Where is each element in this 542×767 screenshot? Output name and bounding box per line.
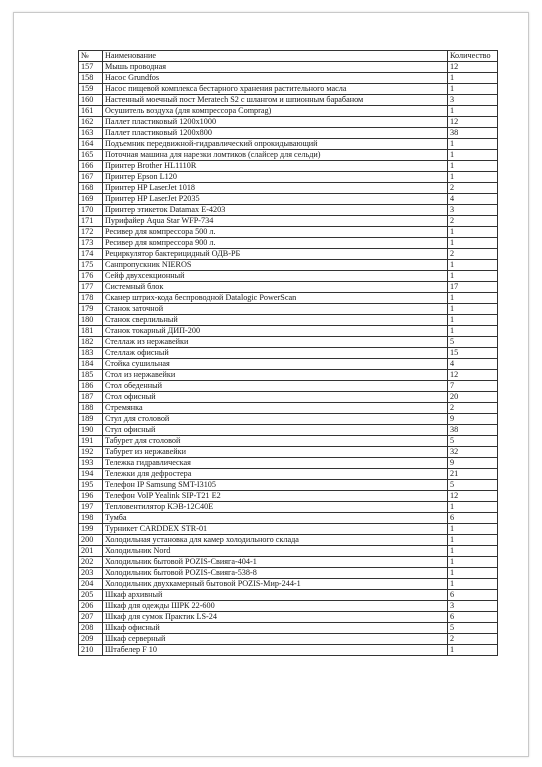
- row-number: 194: [79, 469, 103, 480]
- row-name: Осушитель воздуха (для компрессора Comprag): [103, 106, 448, 117]
- row-number: 179: [79, 304, 103, 315]
- row-number: 203: [79, 568, 103, 579]
- row-quantity: 38: [448, 425, 498, 436]
- row-number: 162: [79, 117, 103, 128]
- table-row: [79, 150, 498, 161]
- row-name: Стеллаж офисный: [103, 348, 448, 359]
- row-name: Мышь проводная: [103, 62, 448, 73]
- table-row: [79, 106, 498, 117]
- row-name: Шкаф архивный: [103, 590, 448, 601]
- row-number: 196: [79, 491, 103, 502]
- row-name: Системный блок: [103, 282, 448, 293]
- row-name: Поточная машина для нарезки ломтиков (слайсер для сельди): [103, 150, 448, 161]
- table-row: [79, 304, 498, 315]
- table-row: [79, 634, 498, 645]
- row-quantity: 2: [448, 249, 498, 260]
- table-row: [79, 392, 498, 403]
- row-name: Шкаф для сумок Практик LS-24: [103, 612, 448, 623]
- row-name: Санпропускник NIEROS: [103, 260, 448, 271]
- row-quantity: 1: [448, 645, 498, 656]
- table-row: [79, 524, 498, 535]
- table-row: [79, 282, 498, 293]
- row-number: 186: [79, 381, 103, 392]
- row-quantity: 12: [448, 117, 498, 128]
- row-number: 171: [79, 216, 103, 227]
- row-name: Холодильник бытовой POZIS-Свияга-404-1: [103, 557, 448, 568]
- row-quantity: 32: [448, 447, 498, 458]
- row-number: 182: [79, 337, 103, 348]
- table-row: [79, 546, 498, 557]
- row-name: Шкаф офисный: [103, 623, 448, 634]
- table-row: [79, 623, 498, 634]
- row-name: Стул для столовой: [103, 414, 448, 425]
- row-name: Принтер Brother HL1110R: [103, 161, 448, 172]
- row-quantity: 1: [448, 568, 498, 579]
- row-number: 201: [79, 546, 103, 557]
- table-row: [79, 425, 498, 436]
- row-name: Холодильная установка для камер холодильного склада: [103, 535, 448, 546]
- row-quantity: 12: [448, 370, 498, 381]
- table-row: [79, 348, 498, 359]
- row-quantity: 4: [448, 359, 498, 370]
- row-number: 180: [79, 315, 103, 326]
- row-name: Паллет пластиковый 1200х800: [103, 128, 448, 139]
- table-row: [79, 579, 498, 590]
- row-name: Пурифайер Aqua Star WFP-734: [103, 216, 448, 227]
- table-row: [79, 216, 498, 227]
- row-quantity: 1: [448, 502, 498, 513]
- table-row: [79, 128, 498, 139]
- row-name: Принтер HP LaserJet 1018: [103, 183, 448, 194]
- table-row: [79, 139, 498, 150]
- row-quantity: 6: [448, 513, 498, 524]
- row-quantity: 1: [448, 326, 498, 337]
- row-name: Шкаф для одежды ШРК 22-600: [103, 601, 448, 612]
- row-name: Подъемник передвижной-гидравлический опрокидывающий: [103, 139, 448, 150]
- row-number: 188: [79, 403, 103, 414]
- row-number: 191: [79, 436, 103, 447]
- table-row: [79, 227, 498, 238]
- row-name: Станок сверлильный: [103, 315, 448, 326]
- row-quantity: 21: [448, 469, 498, 480]
- row-number: 170: [79, 205, 103, 216]
- row-number: 157: [79, 62, 103, 73]
- row-name: Станок токарный ДИП-200: [103, 326, 448, 337]
- row-quantity: 1: [448, 150, 498, 161]
- row-quantity: 1: [448, 106, 498, 117]
- row-quantity: 1: [448, 524, 498, 535]
- row-quantity: 1: [448, 260, 498, 271]
- row-name: Тумба: [103, 513, 448, 524]
- table-row: [79, 293, 498, 304]
- row-number: 161: [79, 106, 103, 117]
- table-row: [79, 645, 498, 656]
- table-row: [79, 117, 498, 128]
- row-name: Рециркулятор бактерицидный ОДВ-РБ: [103, 249, 448, 260]
- row-quantity: 2: [448, 403, 498, 414]
- row-number: 176: [79, 271, 103, 282]
- row-quantity: 38: [448, 128, 498, 139]
- table-row: [79, 469, 498, 480]
- table-row: [79, 447, 498, 458]
- row-name: Стол из нержавейки: [103, 370, 448, 381]
- row-name: Станок заточной: [103, 304, 448, 315]
- row-name: Принтер этикеток Datamax E-4203: [103, 205, 448, 216]
- row-quantity: 1: [448, 315, 498, 326]
- row-number: 166: [79, 161, 103, 172]
- row-quantity: 1: [448, 546, 498, 557]
- row-quantity: 1: [448, 535, 498, 546]
- table-row: [79, 370, 498, 381]
- table-header-row: [79, 51, 498, 62]
- row-quantity: 12: [448, 62, 498, 73]
- row-quantity: 3: [448, 95, 498, 106]
- row-quantity: 7: [448, 381, 498, 392]
- row-quantity: 1: [448, 557, 498, 568]
- table-row: [79, 601, 498, 612]
- row-name: Принтер Epson L120: [103, 172, 448, 183]
- row-name: Сейф двухсекционный: [103, 271, 448, 282]
- row-number: 177: [79, 282, 103, 293]
- table-row: [79, 161, 498, 172]
- row-name: Стол офисный: [103, 392, 448, 403]
- row-name: Стойка сушильная: [103, 359, 448, 370]
- row-name: Штабелер F 10: [103, 645, 448, 656]
- table-row: [79, 183, 498, 194]
- row-quantity: 5: [448, 337, 498, 348]
- row-number: 190: [79, 425, 103, 436]
- row-number: 168: [79, 183, 103, 194]
- table-row: [79, 62, 498, 73]
- table-row: [79, 73, 498, 84]
- table-row: [79, 612, 498, 623]
- row-name: Ресивер для компрессора 900 л.: [103, 238, 448, 249]
- row-name: Телефон VoIP Yealink SIP-T21 E2: [103, 491, 448, 502]
- row-quantity: 5: [448, 436, 498, 447]
- row-number: 160: [79, 95, 103, 106]
- row-quantity: 6: [448, 590, 498, 601]
- table-row: [79, 238, 498, 249]
- table-row: [79, 403, 498, 414]
- row-number: 175: [79, 260, 103, 271]
- row-quantity: 17: [448, 282, 498, 293]
- row-number: 206: [79, 601, 103, 612]
- row-number: 209: [79, 634, 103, 645]
- row-number: 158: [79, 73, 103, 84]
- row-quantity: 20: [448, 392, 498, 403]
- row-number: 205: [79, 590, 103, 601]
- row-number: 200: [79, 535, 103, 546]
- row-name: Стол обеденный: [103, 381, 448, 392]
- table-row: [79, 590, 498, 601]
- row-name: Стремянка: [103, 403, 448, 414]
- row-quantity: 6: [448, 612, 498, 623]
- row-name: Холодильник Nord: [103, 546, 448, 557]
- row-name: Телефон IP Samsung SMT-I3105: [103, 480, 448, 491]
- row-quantity: 4: [448, 194, 498, 205]
- row-number: 192: [79, 447, 103, 458]
- table-row: [79, 205, 498, 216]
- row-number: 184: [79, 359, 103, 370]
- row-name: Стул офисный: [103, 425, 448, 436]
- row-name: Табурет для столовой: [103, 436, 448, 447]
- table-row: [79, 491, 498, 502]
- row-quantity: 1: [448, 304, 498, 315]
- row-number: 208: [79, 623, 103, 634]
- table-row: [79, 359, 498, 370]
- row-quantity: 1: [448, 238, 498, 249]
- row-quantity: 1: [448, 84, 498, 95]
- row-quantity: 1: [448, 172, 498, 183]
- row-number: 169: [79, 194, 103, 205]
- row-quantity: 1: [448, 227, 498, 238]
- row-quantity: 1: [448, 139, 498, 150]
- row-number: 178: [79, 293, 103, 304]
- row-name: Шкаф серверный: [103, 634, 448, 645]
- row-number: 172: [79, 227, 103, 238]
- table-row: [79, 271, 498, 282]
- row-quantity: 1: [448, 579, 498, 590]
- table-row: [79, 436, 498, 447]
- row-number: 197: [79, 502, 103, 513]
- table-row: [79, 535, 498, 546]
- table-row: [79, 414, 498, 425]
- table-row: [79, 84, 498, 95]
- row-number: 164: [79, 139, 103, 150]
- row-name: Тепловентилятор КЭВ-12С40Е: [103, 502, 448, 513]
- row-name: Холодильник двухкамерный бытовой POZIS-Мир-244-1: [103, 579, 448, 590]
- row-name: Холодильник бытовой POZIS-Свияга-538-8: [103, 568, 448, 579]
- row-number: 202: [79, 557, 103, 568]
- row-number: 210: [79, 645, 103, 656]
- row-quantity: 2: [448, 216, 498, 227]
- table-row: [79, 194, 498, 205]
- row-quantity: 5: [448, 623, 498, 634]
- row-number: 195: [79, 480, 103, 491]
- table-row: [79, 502, 498, 513]
- table-row: [79, 480, 498, 491]
- row-number: 204: [79, 579, 103, 590]
- row-number: 159: [79, 84, 103, 95]
- table-row: [79, 260, 498, 271]
- row-quantity: 9: [448, 458, 498, 469]
- row-number: 189: [79, 414, 103, 425]
- table-row: [79, 315, 498, 326]
- inventory-table: [78, 50, 498, 656]
- row-name: Ресивер для компрессора 500 л.: [103, 227, 448, 238]
- table-row: [79, 381, 498, 392]
- row-name: Стеллаж из нержавейки: [103, 337, 448, 348]
- table-row: [79, 458, 498, 469]
- row-name: Турникет CARDDEX STR-01: [103, 524, 448, 535]
- header-quantity: Количество: [448, 51, 498, 62]
- row-quantity: 1: [448, 161, 498, 172]
- row-name: Табурет из нержавейки: [103, 447, 448, 458]
- row-name: Тележка гидравлическая: [103, 458, 448, 469]
- row-quantity: 1: [448, 271, 498, 282]
- row-number: 174: [79, 249, 103, 260]
- row-number: 173: [79, 238, 103, 249]
- row-quantity: 3: [448, 601, 498, 612]
- table-row: [79, 568, 498, 579]
- row-quantity: 5: [448, 480, 498, 491]
- row-name: Настенный моечный пост Meratech S2 с шлангом и шпионным барабаном: [103, 95, 448, 106]
- row-number: 199: [79, 524, 103, 535]
- row-number: 183: [79, 348, 103, 359]
- row-quantity: 2: [448, 634, 498, 645]
- row-name: Насос Grundfos: [103, 73, 448, 84]
- row-quantity: 1: [448, 293, 498, 304]
- row-number: 207: [79, 612, 103, 623]
- row-number: 193: [79, 458, 103, 469]
- table-row: [79, 326, 498, 337]
- row-name: Тележки для дефростера: [103, 469, 448, 480]
- row-name: Сканер штрих-кода беспроводной Datalogic PowerScan: [103, 293, 448, 304]
- row-name: Паллет пластиковый 1200х1000: [103, 117, 448, 128]
- row-number: 163: [79, 128, 103, 139]
- table-row: [79, 172, 498, 183]
- row-name: Насос пищевой комплекса бестарного хранения растительного масла: [103, 84, 448, 95]
- table-row: [79, 557, 498, 568]
- row-quantity: 15: [448, 348, 498, 359]
- table-row: [79, 337, 498, 348]
- header-name: Наименование: [103, 51, 448, 62]
- row-quantity: 12: [448, 491, 498, 502]
- header-number: №: [79, 51, 103, 62]
- row-quantity: 9: [448, 414, 498, 425]
- row-number: 165: [79, 150, 103, 161]
- table-body: [79, 62, 498, 656]
- row-quantity: 2: [448, 183, 498, 194]
- row-quantity: 3: [448, 205, 498, 216]
- row-number: 187: [79, 392, 103, 403]
- row-number: 198: [79, 513, 103, 524]
- row-name: Принтер HP LaserJet P2035: [103, 194, 448, 205]
- table-row: [79, 95, 498, 106]
- row-number: 185: [79, 370, 103, 381]
- row-number: 181: [79, 326, 103, 337]
- row-number: 167: [79, 172, 103, 183]
- table-row: [79, 513, 498, 524]
- document-page: [13, 12, 529, 757]
- row-quantity: 1: [448, 73, 498, 84]
- table-row: [79, 249, 498, 260]
